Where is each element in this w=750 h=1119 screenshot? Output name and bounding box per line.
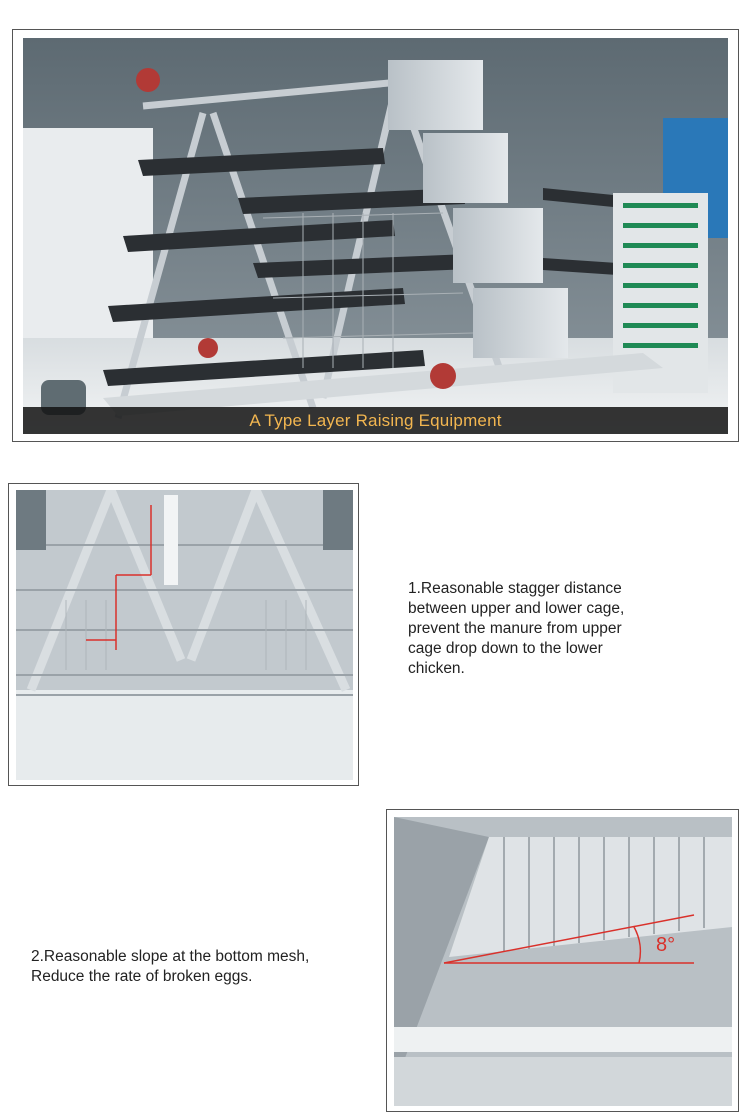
cage-stagger-photo xyxy=(16,490,353,780)
slope-angle-label: 8° xyxy=(656,934,676,956)
hero-caption-bar xyxy=(23,407,728,434)
stagger-image-frame xyxy=(8,483,359,786)
bottom-mesh-slope-photo xyxy=(394,817,732,1106)
feature-2-description: 2.Reasonable slope at the bottom mesh, Reduce the rate of broken eggs. xyxy=(31,948,310,985)
hero-caption: A Type Layer Raising Equipment xyxy=(249,410,502,430)
feature-1-description: 1.Reasonable stagger distance between upper and lower cage, prevent the manure from upper cage drop down to the lower chicken. xyxy=(408,580,625,677)
slope-image-frame xyxy=(386,809,739,1112)
a-type-cage-photo xyxy=(23,38,728,433)
hero-image-frame xyxy=(12,29,739,442)
